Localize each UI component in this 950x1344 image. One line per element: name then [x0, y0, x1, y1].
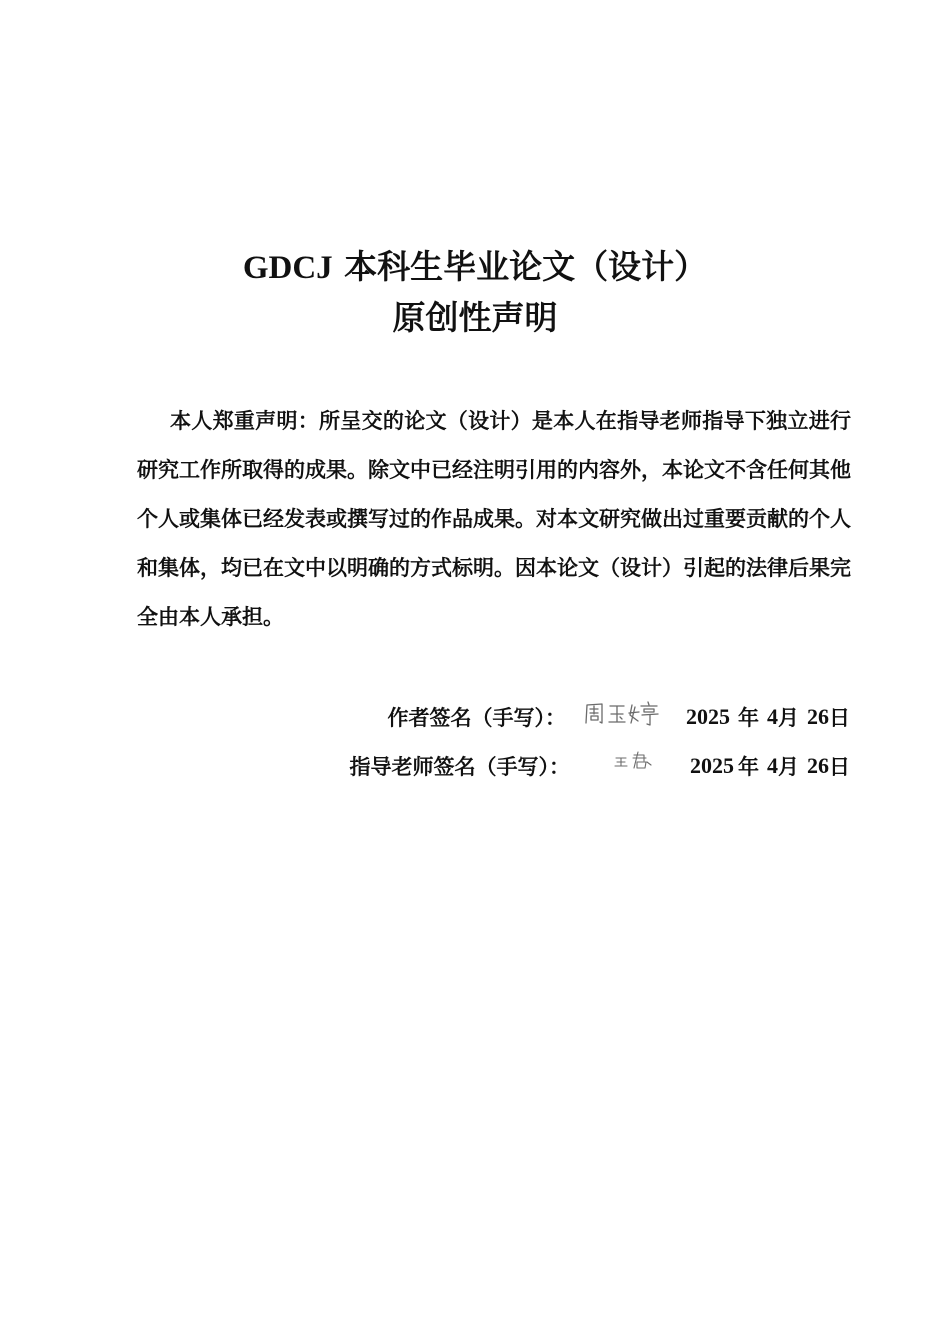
title-latin: GDCJ [242, 250, 333, 286]
advisor-handwritten-signature [584, 746, 680, 786]
advisor-signature-row [350, 746, 851, 786]
advisor-signature-scribble [584, 746, 680, 786]
advisor-date-day-unit: 日 [829, 755, 850, 779]
advisor-date-day: 26 [807, 753, 829, 778]
author-date-month-unit: 月 [778, 706, 799, 730]
title-line-2: 原创性声明 [392, 298, 558, 337]
title-text: 本科生毕业论文（设计） [344, 247, 708, 286]
author-signature-label: 作者签名（手写）： [387, 706, 566, 730]
title-line-1 [0, 242, 950, 293]
author-handwritten-signature [580, 697, 676, 737]
author-date-month: 4 [767, 704, 778, 729]
advisor-signature-label: 指导老师签名（手写）： [349, 755, 570, 779]
author-date-day-unit: 日 [829, 706, 850, 730]
advisor-date-year-unit: 年 [738, 755, 759, 779]
author-date-day: 26 [807, 704, 829, 729]
author-signature-row [388, 697, 851, 737]
advisor-date-year: 2025 [690, 753, 734, 778]
advisor-date-month: 4 [767, 753, 778, 778]
page-title [0, 242, 950, 343]
author-date-year: 2025 [686, 704, 730, 729]
author-signature-scribble [580, 697, 676, 737]
advisor-date-month-unit: 月 [778, 755, 799, 779]
author-date-year-unit: 年 [738, 706, 759, 730]
statement-paragraph: 本人郑重声明：所呈交的论文（设计）是本人在指导老师指导下独立进行研究工作所取得的成果。除文中已经注明引用的内容外，本论文不含任何其他个人或集体已经发表或撰写过的作品成果。对本文研究做出过重要贡献的个人和集体，均已在文中以明确的方式标明。因本论文（设计）引起的法律后果完全由本人承担。 [137, 409, 851, 629]
